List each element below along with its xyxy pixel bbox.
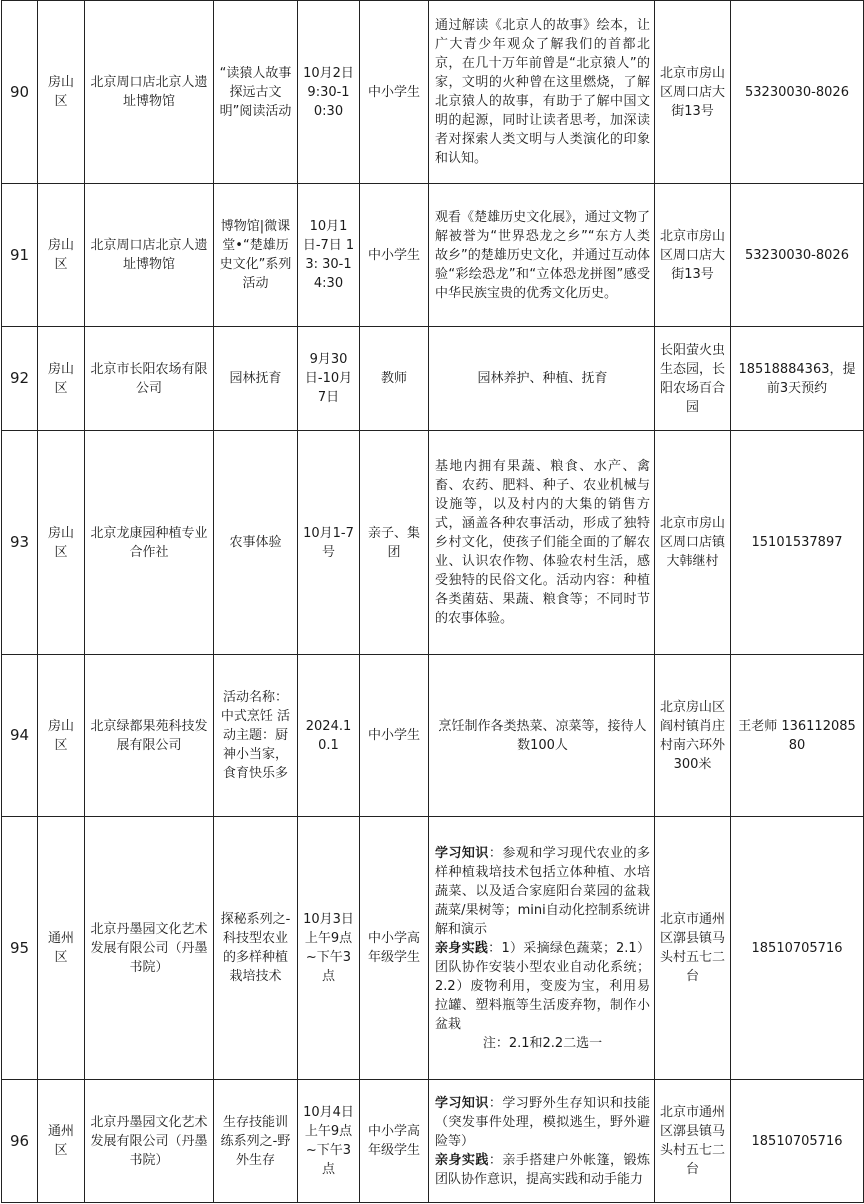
audience-cell: 中小学生 [360, 184, 429, 327]
district-cell: 通州区 [38, 1080, 85, 1203]
activity-name-cell: 探秘系列之-科技型农业的多样种植栽培技术 [214, 817, 298, 1080]
activity-name-cell: 生存技能训练系列之-野外生存 [214, 1080, 298, 1203]
row-number: 90 [2, 1, 38, 184]
address-cell: 北京房山区阎村镇肖庄村南六环外300米 [655, 655, 731, 817]
content-cell [429, 817, 655, 1080]
organization-cell: 北京市长阳农场有限公司 [85, 327, 214, 431]
row-number: 92 [2, 327, 38, 431]
row-number: 95 [2, 817, 38, 1080]
content-cell [429, 431, 655, 655]
audience-cell: 中小学生 [360, 655, 429, 817]
content-text: 基地内拥有果蔬、粮食、水产、禽畜、农药、肥料、种子、农业机械与设施等，以及村内的大集的销售方式，涵盖各种农事活动，形成了独特乡村文化，使孩子们能全面的了解农业、认识农作物、体验农村生活，感受独特的民俗文化。活动内容：种植各类菌菇、果蔬、粮食等；不同时节的农事体验。 [435, 459, 650, 626]
organization-cell: 北京绿都果苑科技发展有限公司 [85, 655, 214, 817]
content-cell [429, 327, 655, 431]
activity-table [1, 0, 864, 1203]
contact-cell: 53230030-8026 [731, 184, 864, 327]
row-number: 91 [2, 184, 38, 327]
learning-knowledge-text: ：学习野外生存知识和技能（突发事件处理，模拟逃生，野外避险等） [435, 1095, 650, 1149]
district-cell: 房山区 [38, 184, 85, 327]
organization-cell: 北京周口店北京人遗址博物馆 [85, 184, 214, 327]
organization-cell: 北京丹墨园文化艺术发展有限公司（丹墨书院） [85, 1080, 214, 1203]
table-row [2, 817, 864, 1080]
row-number: 93 [2, 431, 38, 655]
time-cell: 2024.10.1 [298, 655, 360, 817]
table-row [2, 184, 864, 327]
audience-cell: 亲子、集团 [360, 431, 429, 655]
district-cell: 房山区 [38, 431, 85, 655]
learning-knowledge-paragraph [435, 844, 650, 939]
activity-name-cell: “读猿人故事 探远古文明”阅读活动 [214, 1, 298, 184]
content-text: 烹饪制作各类热菜、凉菜等，接待人数100人 [438, 718, 647, 753]
organization-cell: 北京丹墨园文化艺术发展有限公司（丹墨书院） [85, 817, 214, 1080]
practice-paragraph [435, 939, 650, 1034]
address-cell: 长阳萤火虫生态园，长阳农场百合园 [655, 327, 731, 431]
district-cell: 房山区 [38, 1, 85, 184]
district-cell: 房山区 [38, 327, 85, 431]
learning-knowledge-label: 学习知识 [435, 1095, 489, 1111]
activity-name-cell: 博物馆|微课堂•“楚雄历史文化”系列活动 [214, 184, 298, 327]
table-row [2, 655, 864, 817]
content-text: 园林养护、种植、抚育 [477, 371, 608, 386]
contact-cell: 15101537897 [731, 431, 864, 655]
content-note: 注：2.1和2.2二选一 [482, 1035, 603, 1051]
audience-cell: 中小学生 [360, 1, 429, 184]
organization-cell: 北京龙康园种植专业合作社 [85, 431, 214, 655]
audience-cell: 教师 [360, 327, 429, 431]
activity-name-cell: 园林抚育 [214, 327, 298, 431]
practice-text: ：1）采摘绿色蔬菜；2.1）团队协作安装小型农业自动化系统；2.2）废物利用，变废为宝，利用易拉罐、塑料瓶等生活废弃物，制作小盆栽 [435, 940, 650, 1032]
contact-cell: 53230030-8026 [731, 1, 864, 184]
contact-cell: 18510705716 [731, 1080, 864, 1203]
district-cell: 通州区 [38, 817, 85, 1080]
practice-paragraph [435, 1151, 650, 1189]
table-row [2, 431, 864, 655]
content-cell [429, 184, 655, 327]
content-text: 通过解读《北京人的故事》绘本，让广大青少年观众了解我们的首都北京，在几十万年前曾是“北京猿人”的家，文明的火种曾在这里燃烧，了解北京猿人的故事，有助于了解中国文明的起源，同时让读者思考，加深读者对探索人类文明与人类演化的印象和认知。 [435, 18, 650, 166]
time-cell: 10月3日上午9点~下午3点 [298, 817, 360, 1080]
row-number: 94 [2, 655, 38, 817]
learning-knowledge-label: 学习知识 [435, 845, 489, 861]
learning-knowledge-paragraph [435, 1094, 650, 1151]
address-cell: 北京市通州区漷县镇马头村五七二台 [655, 1080, 731, 1203]
organization-cell: 北京周口店北京人遗址博物馆 [85, 1, 214, 184]
practice-label: 亲身实践 [435, 940, 489, 956]
learning-knowledge-text: ：参观和学习现代农业的多样种植栽培技术包括立体种植、水培蔬菜、以及适合家庭阳台菜园的盆栽蔬菜/果树等；mini自动化控制系统讲解和演示 [435, 845, 650, 937]
address-cell: 北京市通州区漷县镇马头村五七二台 [655, 817, 731, 1080]
table-row [2, 1080, 864, 1203]
time-cell: 10月2日9:30-10:30 [298, 1, 360, 184]
row-number: 96 [2, 1080, 38, 1203]
content-text: 观看《楚雄历史文化展》，通过文物了解被誉为“世界恐龙之乡”“东方人类故乡”的楚雄历史文化，并通过互动体验“彩绘恐龙”和“立体恐龙拼图”感受中华民族宝贵的优秀文化历史。 [435, 209, 650, 301]
audience-cell: 中小学高年级学生 [360, 817, 429, 1080]
activity-name-cell: 农事体验 [214, 431, 298, 655]
content-cell [429, 655, 655, 817]
content-cell [429, 1, 655, 184]
table-row [2, 327, 864, 431]
time-cell: 10月4日上午9点~下午3点 [298, 1080, 360, 1203]
contact-cell: 18510705716 [731, 817, 864, 1080]
content-cell [429, 1080, 655, 1203]
activity-name-cell: 活动名称：中式烹饪 活动主题：厨神小当家，食育快乐多 [214, 655, 298, 817]
address-cell: 北京市房山区周口店镇大韩继村 [655, 431, 731, 655]
table-row [2, 1, 864, 184]
time-cell: 10月1日-7日 13: 30-14:30 [298, 184, 360, 327]
district-cell: 房山区 [38, 655, 85, 817]
contact-cell: 18518884363，提前3天预约 [731, 327, 864, 431]
practice-text: ：亲手搭建户外帐篷，锻炼团队协作意识，提高实践和动手能力 [435, 1152, 650, 1187]
practice-label: 亲身实践 [435, 1152, 489, 1168]
time-cell: 10月1-7号 [298, 431, 360, 655]
contact-cell: 王老师 13611208580 [731, 655, 864, 817]
time-cell: 9月30日-10月7日 [298, 327, 360, 431]
audience-cell: 中小学高年级学生 [360, 1080, 429, 1203]
address-cell: 北京市房山区周口店大街13号 [655, 184, 731, 327]
address-cell: 北京市房山区周口店大街13号 [655, 1, 731, 184]
